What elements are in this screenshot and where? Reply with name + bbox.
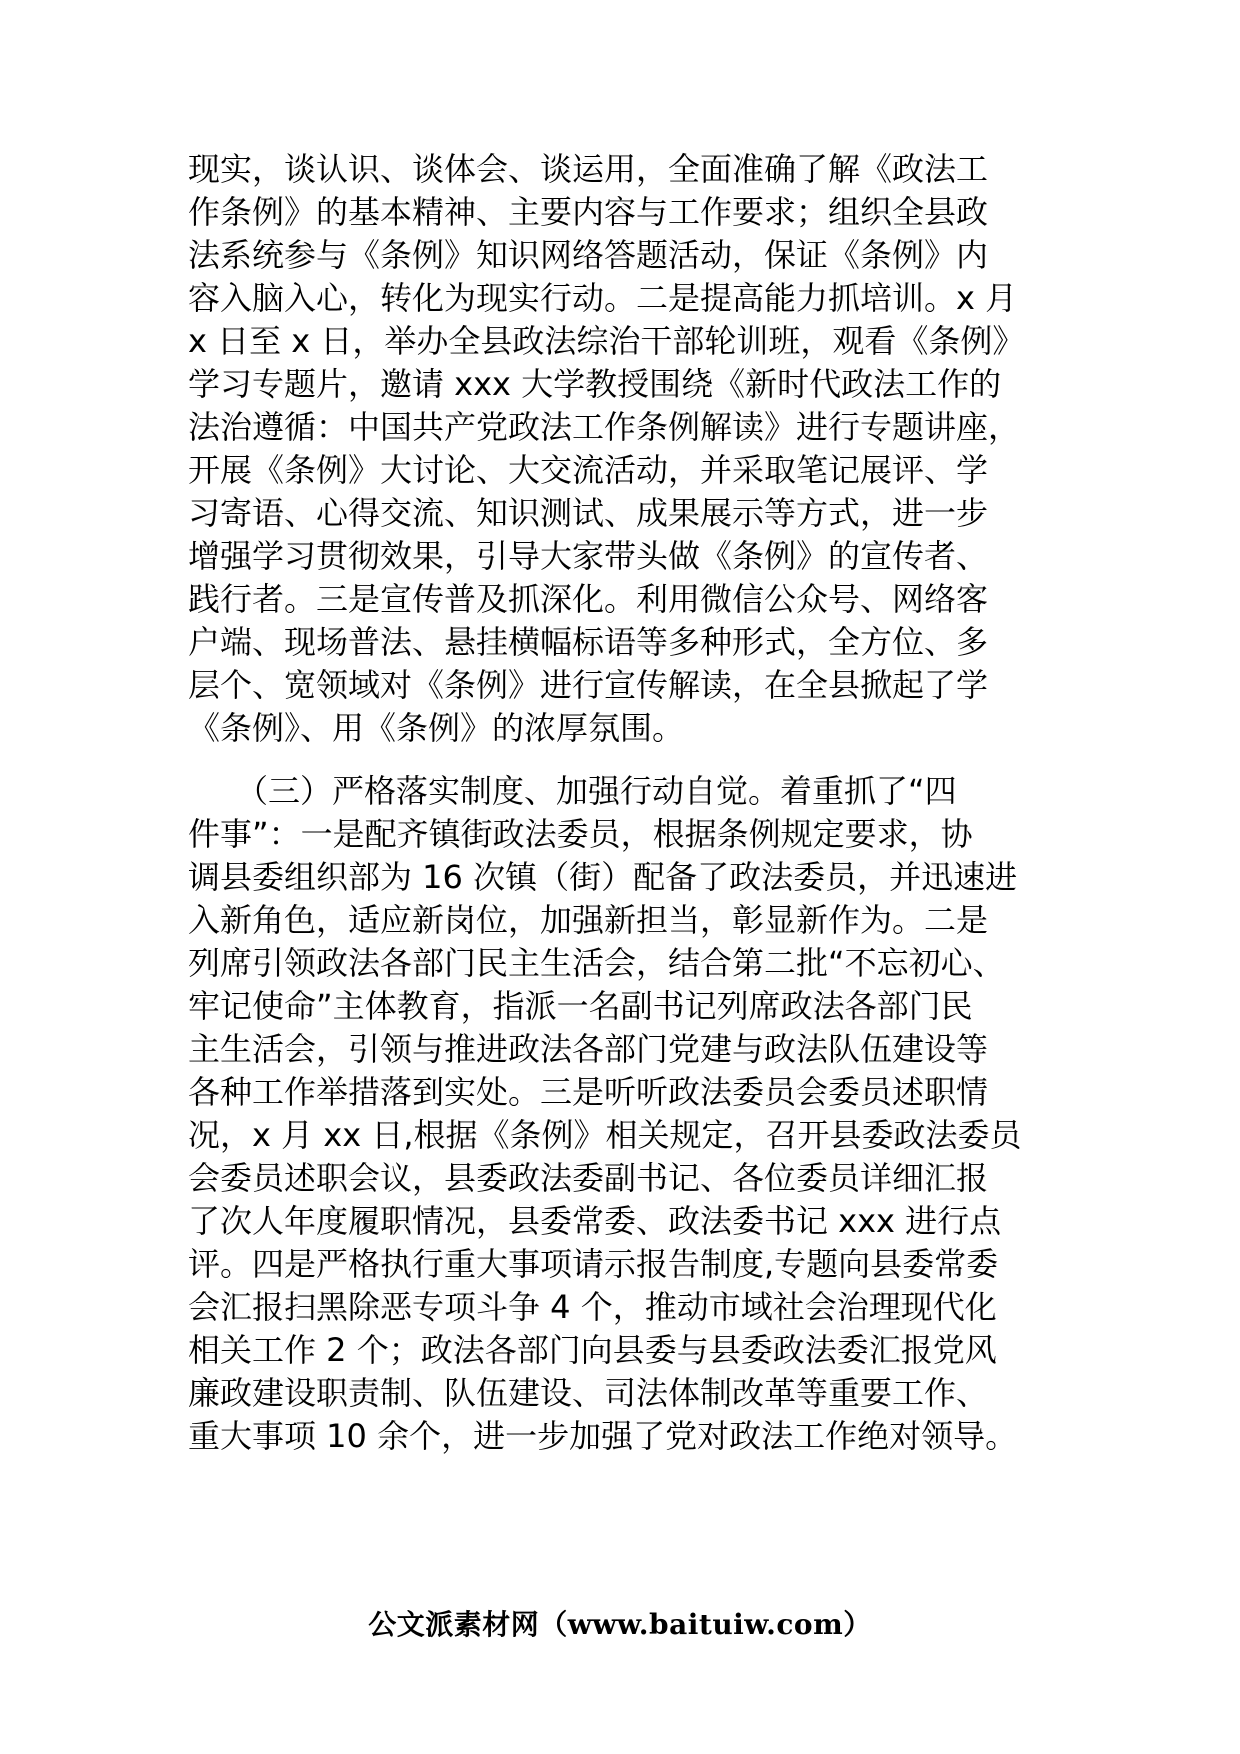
text-line: 会委员述职会议，县委政法委副书记、各位委员详细汇报: [188, 1159, 989, 1197]
text-line: 法治遵循：中国共产党政法工作条例解读》进行专题讲座，: [188, 408, 1021, 446]
text-line: 会汇报扫黑除恶专项斗争 4 个，推动市域社会治理现代化: [188, 1288, 997, 1326]
paragraph-2: [188, 770, 1058, 1458]
text-line: 层个、宽领域对《条例》进行宣传解读，在全县掀起了学: [188, 666, 989, 704]
text-line: 相关工作 2 个；政法各部门向县委与县委政法委汇报党风: [188, 1331, 997, 1369]
text-line: 了次人年度履职情况，县委常委、政法委书记 xxx 进行点: [188, 1202, 1002, 1240]
text-line: 开展《条例》大讨论、大交流活动，并采取笔记展评、学: [188, 451, 989, 489]
text-line: 作条例》的基本精神、主要内容与工作要求；组织全县政: [188, 193, 989, 231]
text-line: 牢记使命”主体教育，指派一名副书记列席政法各部门民: [188, 987, 973, 1025]
document-body: [188, 148, 1058, 1458]
text-line: 廉政建设职责制、队伍建设、司法体制改革等重要工作、: [188, 1374, 989, 1412]
text-line: 评。四是严格执行重大事项请示报告制度,专题向县委常委: [188, 1245, 999, 1283]
text-line: 增强学习贯彻效果，引导大家带头做《条例》的宣传者、: [188, 537, 989, 575]
text-line: 重大事项 10 余个，进一步加强了党对政法工作绝对领导。: [188, 1417, 1018, 1455]
text-line: 列席引领政法各部门民主生活会，结合第二批“不忘初心、: [188, 944, 1005, 982]
text-line: 况，x 月 xx 日,根据《条例》相关规定，召开县委政法委员: [188, 1116, 1022, 1154]
text-line: 各种工作举措落到实处。三是听听政法委员会委员述职情: [188, 1073, 989, 1111]
text-line: 调县委组织部为 16 次镇（街）配备了政法委员，并迅速进: [188, 858, 1018, 896]
footer-source: 公文派素材网（www.baituiw.com）: [368, 1608, 872, 1641]
text-line: 现实，谈认识、谈体会、谈运用，全面准确了解《政法工: [188, 150, 989, 188]
text-line: 主生活会，引领与推进政法各部门党建与政法队伍建设等: [188, 1030, 989, 1068]
text-line: 法系统参与《条例》知识网络答题活动，保证《条例》内: [188, 236, 989, 274]
text-line: （三）严格落实制度、加强行动自觉。着重抓了“四: [188, 772, 957, 810]
text-line: 入新角色，适应新岗位，加强新担当，彰显新作为。二是: [188, 901, 989, 939]
text-line: 学习专题片，邀请 xxx 大学教授围绕《新时代政法工作的: [188, 365, 1002, 403]
text-line: 《条例》、用《条例》的浓厚氛围。: [188, 709, 685, 747]
text-line: x 日至 x 日，举办全县政法综治干部轮训班，观看《条例》: [188, 322, 1025, 360]
text-line: 户端、现场普法、悬挂横幅标语等多种形式，全方位、多: [188, 623, 989, 661]
text-line: 践行者。三是宣传普及抓深化。利用微信公众号、网络客: [188, 580, 989, 618]
paragraph-1: [188, 148, 1058, 750]
paragraph-gap: [188, 750, 1058, 770]
text-line: 容入脑入心，转化为现实行动。二是提高能力抓培训。x 月: [188, 279, 1018, 317]
text-line: 习寄语、心得交流、知识测试、成果展示等方式，进一步: [188, 494, 989, 532]
text-line: 件事”：一是配齐镇街政法委员，根据条例规定要求，协: [188, 815, 973, 853]
